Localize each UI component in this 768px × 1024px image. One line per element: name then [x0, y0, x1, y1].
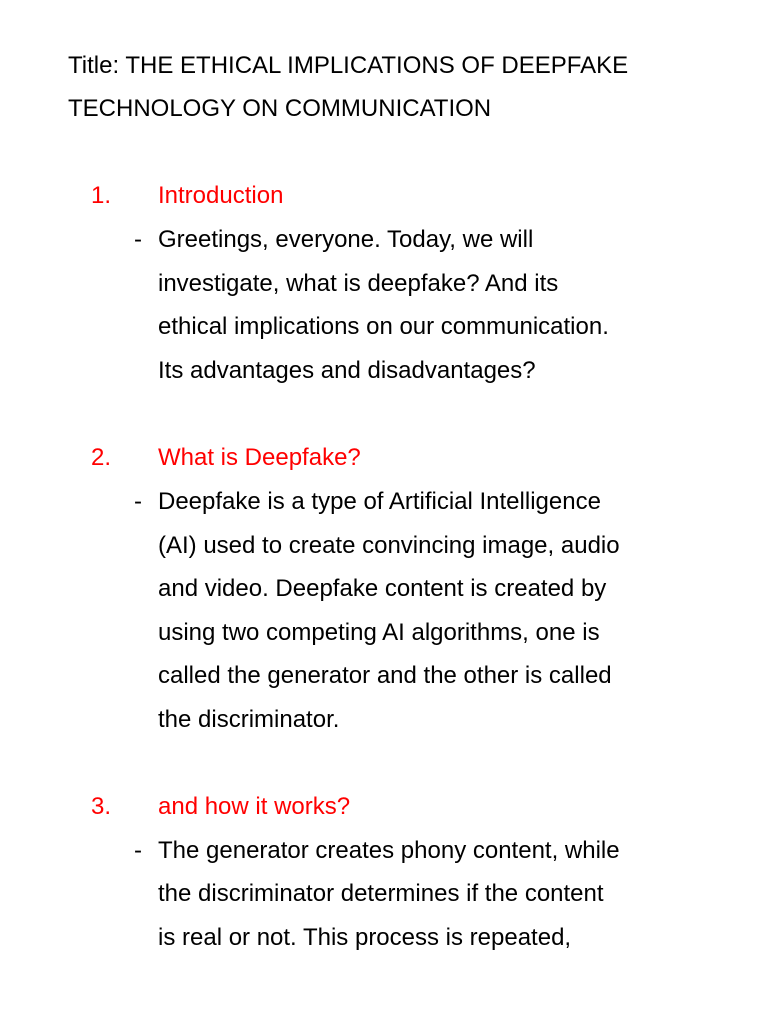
section-number: 3.	[91, 793, 112, 820]
paragraph-line: investigate, what is deepfake? And its	[158, 270, 559, 297]
paragraph-line: and video. Deepfake content is created by	[158, 575, 607, 602]
paragraph-line: is real or not. This process is repeated,	[158, 924, 572, 951]
paragraph-line: the discriminator determines if the content	[158, 880, 604, 907]
paragraph-line: Greetings, everyone. Today, we will	[158, 226, 534, 253]
section-heading: Introduction	[158, 182, 284, 209]
paragraph-line: Its advantages and disadvantages?	[158, 357, 536, 384]
paragraph-line: using two competing AI algorithms, one is	[158, 619, 600, 646]
section-number: 2.	[91, 444, 112, 471]
paragraph-line: The generator creates phony content, while	[158, 837, 620, 864]
document-title-line-2: TECHNOLOGY ON COMMUNICATION	[68, 95, 492, 122]
section-heading: and how it works?	[158, 793, 351, 820]
paragraph-line: called the generator and the other is called	[158, 662, 612, 689]
section-heading: What is Deepfake?	[158, 444, 361, 471]
paragraph-line: Deepfake is a type of Artificial Intelligence	[158, 488, 601, 515]
paragraph-line: the discriminator.	[158, 706, 340, 733]
bullet-dash: -	[134, 488, 142, 515]
document-title-line-1: Title: THE ETHICAL IMPLICATIONS OF DEEPFAKE	[68, 52, 629, 79]
bullet-dash: -	[134, 226, 142, 253]
paragraph-line: ethical implications on our communication.	[158, 313, 609, 340]
bullet-dash: -	[134, 837, 142, 864]
section-number: 1.	[91, 182, 112, 209]
paragraph-line: (AI) used to create convincing image, audio	[158, 532, 620, 559]
